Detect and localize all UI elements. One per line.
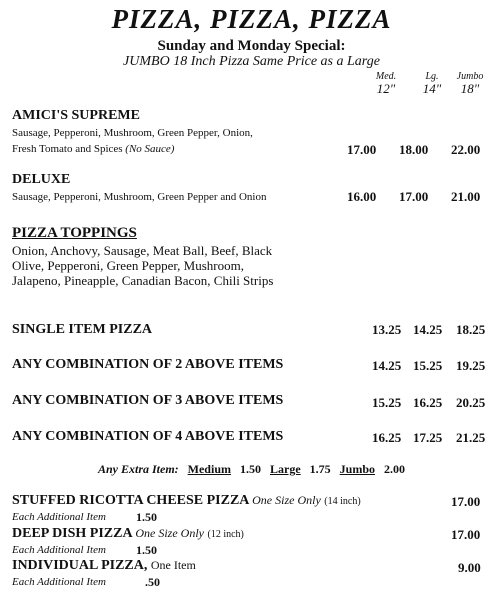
col-head-medium: Med. <box>375 71 397 82</box>
amici-price-large: 18.00 <box>399 142 429 157</box>
deluxe-price-jumbo: 21.00 <box>451 189 481 204</box>
col-size-medium: 12" <box>376 81 396 96</box>
deep-dish-title: DEEP DISH PIZZA <box>12 526 132 541</box>
amici-supreme-desc2 <box>12 143 174 155</box>
extra-jumbo-price: 2.00 <box>384 462 405 476</box>
individual-pizza-title: INDIVIDUAL PIZZA, <box>12 558 148 573</box>
deluxe-price-large: 17.00 <box>399 189 429 204</box>
individual-pizza-extra-label: Each Additional Item <box>12 576 106 588</box>
combo-2-price-jumbo: 19.25 <box>456 358 486 373</box>
special-heading: Sunday and Monday Special: <box>157 38 346 54</box>
combo-2-price-large: 15.25 <box>413 358 443 373</box>
combo-4-label: ANY COMBINATION OF 4 ABOVE ITEMS <box>12 429 284 444</box>
amici-supreme-desc1: Sausage, Pepperoni, Mushroom, Green Pepper, Onion, <box>12 127 253 139</box>
single-item-price-large: 14.25 <box>413 322 443 337</box>
combo-2-label: ANY COMBINATION OF 2 ABOVE ITEMS <box>12 357 284 372</box>
extra-medium-label: Medium <box>187 462 231 476</box>
deep-dish-extra-label: Each Additional Item <box>12 544 106 556</box>
stuffed-ricotta-title: STUFFED RICOTTA CHEESE PIZZA <box>12 493 249 508</box>
deep-dish-note: One Size Only <box>135 526 204 540</box>
combo-4-price-jumbo: 21.25 <box>456 430 486 445</box>
deep-dish-size: (12 inch) <box>207 529 244 540</box>
amici-supreme-title: AMICI'S SUPREME <box>12 108 140 123</box>
stuffed-ricotta-size: (14 inch) <box>324 496 361 507</box>
col-head-jumbo: Jumbo <box>456 71 484 82</box>
deluxe-title: DELUXE <box>12 172 71 187</box>
amici-price-jumbo: 22.00 <box>451 142 481 157</box>
extra-large-label: Large <box>270 462 301 476</box>
menu-title: PIZZA, PIZZA, PIZZA <box>111 4 392 34</box>
extra-medium-price: 1.50 <box>240 462 261 476</box>
single-item-price-medium: 13.25 <box>372 322 402 337</box>
amici-desc2-text: Fresh Tomato and Spices <box>12 143 123 155</box>
col-size-jumbo: 18" <box>460 81 480 96</box>
individual-pizza-extra-price: .50 <box>145 575 160 589</box>
pizza-toppings-heading: PIZZA TOPPINGS <box>12 225 137 241</box>
stuffed-ricotta-price: 17.00 <box>451 494 481 509</box>
extra-jumbo-label: Jumbo <box>339 462 375 476</box>
combo-3-label: ANY COMBINATION OF 3 ABOVE ITEMS <box>12 393 284 408</box>
extra-item-line <box>0 462 503 477</box>
combo-2-price-medium: 14.25 <box>372 358 402 373</box>
individual-pizza-price: 9.00 <box>458 560 481 575</box>
combo-3-price-jumbo: 20.25 <box>456 395 486 410</box>
col-size-large: 14" <box>422 81 442 96</box>
special-description: JUMBO 18 Inch Pizza Same Price as a Large <box>123 54 380 69</box>
individual-pizza-line <box>12 558 196 574</box>
extra-large-price: 1.75 <box>309 462 331 476</box>
stuffed-ricotta-extra-price: 1.50 <box>136 510 157 524</box>
deep-dish-price: 17.00 <box>451 527 481 542</box>
combo-4-price-large: 17.25 <box>413 430 443 445</box>
combo-3-price-large: 16.25 <box>413 395 443 410</box>
pizza-toppings-list: Onion, Anchovy, Sausage, Meat Ball, Beef, Black Olive, Pepperoni, Green Pepper, Mushroom, Jalapeno, Pineapple, Canadian Bacon, Chili Strips <box>12 243 274 288</box>
deluxe-price-medium: 16.00 <box>347 189 377 204</box>
individual-pizza-size: One Item <box>150 558 196 572</box>
stuffed-ricotta-extra-label: Each Additional Item <box>12 511 106 523</box>
deluxe-desc: Sausage, Pepperoni, Mushroom, Green Pepper and Onion <box>12 191 267 203</box>
deep-dish-line <box>12 526 244 542</box>
amici-price-medium: 17.00 <box>347 142 377 157</box>
deep-dish-extra-price: 1.50 <box>136 543 157 557</box>
combo-3-price-medium: 15.25 <box>372 395 402 410</box>
amici-desc2-note: (No Sauce) <box>125 143 175 155</box>
stuffed-ricotta-note: One Size Only <box>252 493 321 507</box>
stuffed-ricotta-line <box>12 493 361 509</box>
col-head-large: Lg. <box>425 71 439 82</box>
single-item-price-jumbo: 18.25 <box>456 322 486 337</box>
extra-item-label: Any Extra Item: <box>97 462 179 476</box>
single-item-label: SINGLE ITEM PIZZA <box>12 322 153 337</box>
combo-4-price-medium: 16.25 <box>372 430 402 445</box>
